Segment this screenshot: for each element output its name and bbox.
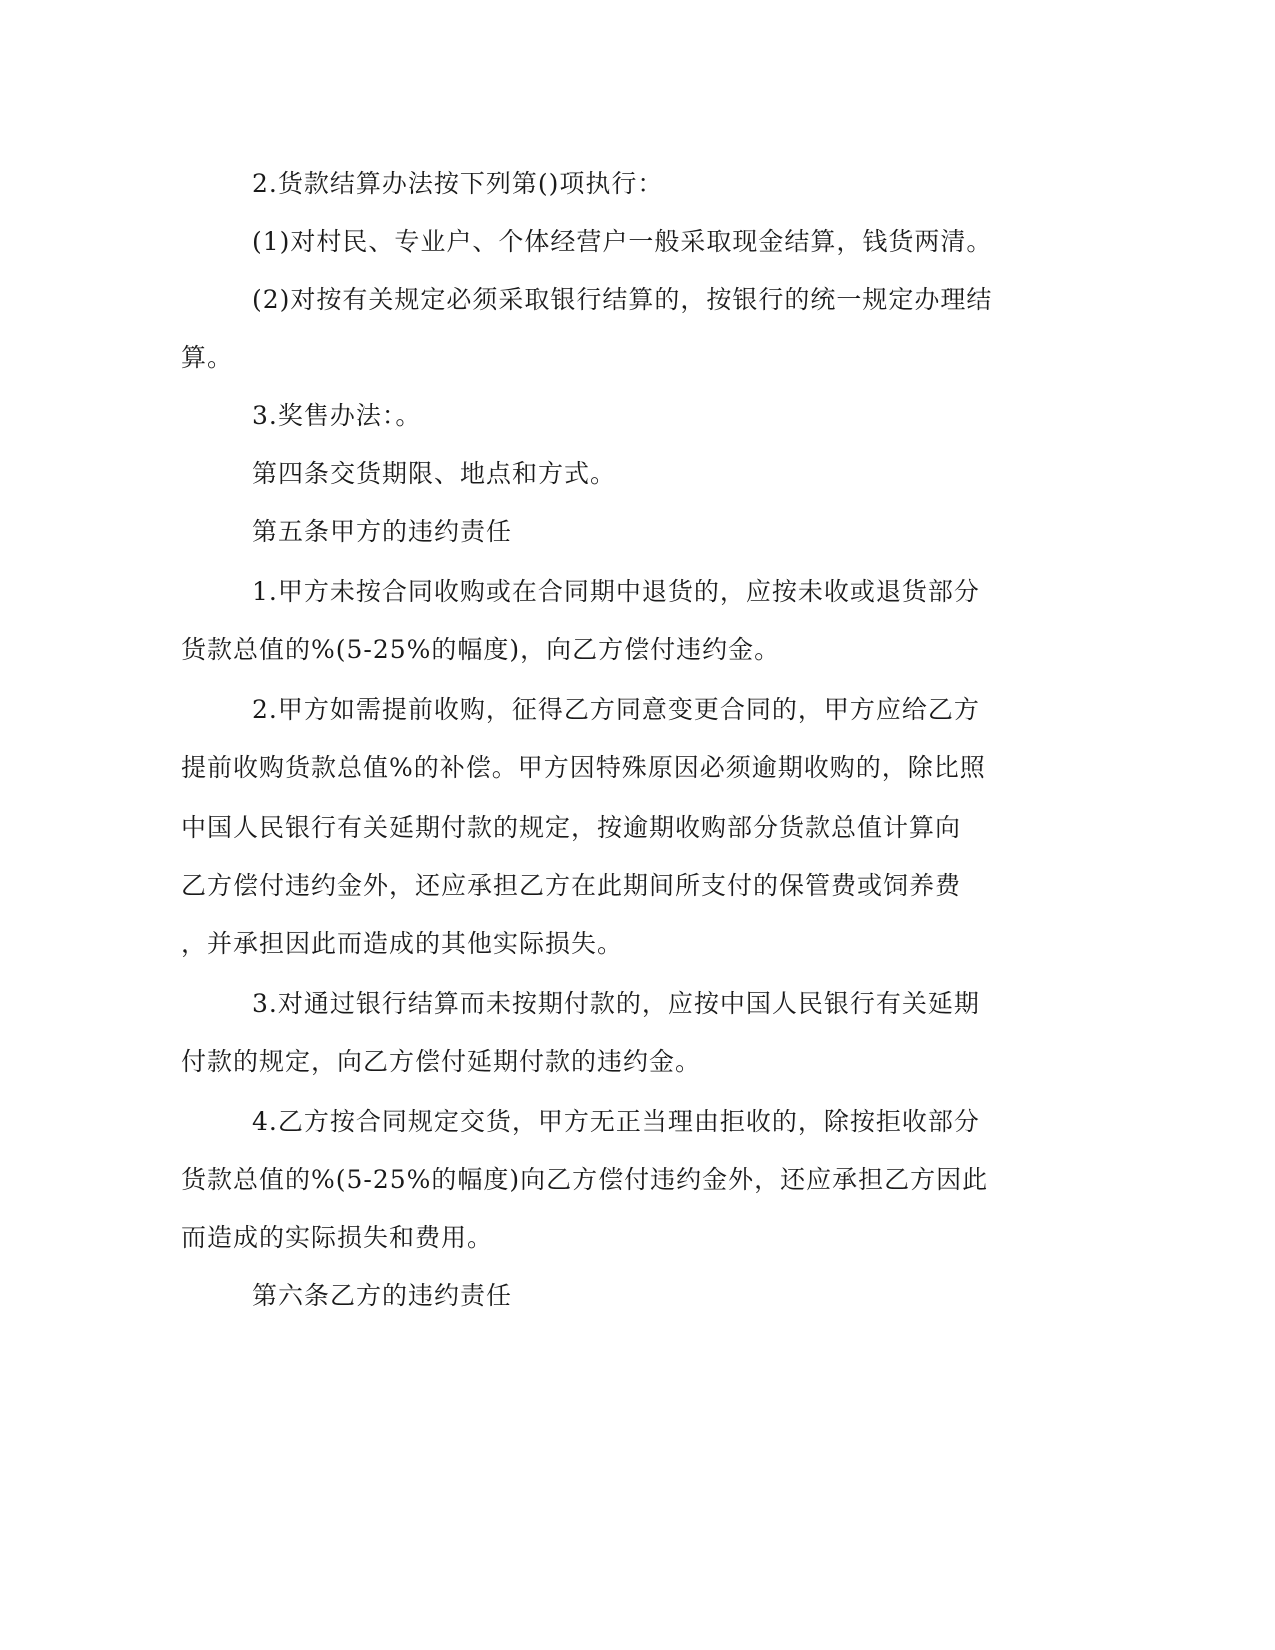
text-line: 第五条甲方的违约责任 [252, 517, 513, 546]
text-line: 第四条交货期限、地点和方式。 [252, 459, 617, 488]
text-line: 2.货款结算办法按下列第()项执行： [252, 169, 664, 198]
text-line: 中国人民银行有关延期付款的规定，按逾期收购部分货款总值计算向 [181, 813, 962, 842]
text-line: (1)对村民、专业户、个体经营户一般采取现金结算，钱货两清。 [252, 227, 993, 256]
text-line: 货款总值的%(5-25%的幅度)向乙方偿付违约金外，还应承担乙方因此 [181, 1165, 989, 1194]
text-line: 而造成的实际损失和费用。 [181, 1223, 494, 1252]
text-line: 乙方偿付违约金外，还应承担乙方在此期间所支付的保管费或饲养费 [181, 871, 962, 900]
text-line: 3.奖售办法：。 [252, 401, 422, 430]
text-line: 1.甲方未按合同收购或在合同期中退货的，应按未收或退货部分 [252, 577, 980, 606]
text-line: (2)对按有关规定必须采取银行结算的，按银行的统一规定办理结 [252, 285, 993, 314]
text-line: 算。 [181, 343, 234, 372]
text-line: 3.对通过银行结算而未按期付款的，应按中国人民银行有关延期 [252, 989, 980, 1018]
text-line: 2.甲方如需提前收购，征得乙方同意变更合同的，甲方应给乙方 [252, 695, 980, 724]
text-line: 货款总值的%(5-25%的幅度)，向乙方偿付违约金。 [181, 635, 781, 664]
text-line: 4.乙方按合同规定交货，甲方无正当理由拒收的，除按拒收部分 [252, 1107, 980, 1136]
text-line: ，并承担因此而造成的其他实际损失。 [181, 929, 624, 958]
text-line: 第六条乙方的违约责任 [252, 1281, 513, 1310]
text-line: 提前收购货款总值%的补偿。甲方因特殊原因必须逾期收购的，除比照 [181, 753, 986, 782]
text-line: 付款的规定，向乙方偿付延期付款的违约金。 [181, 1047, 702, 1076]
